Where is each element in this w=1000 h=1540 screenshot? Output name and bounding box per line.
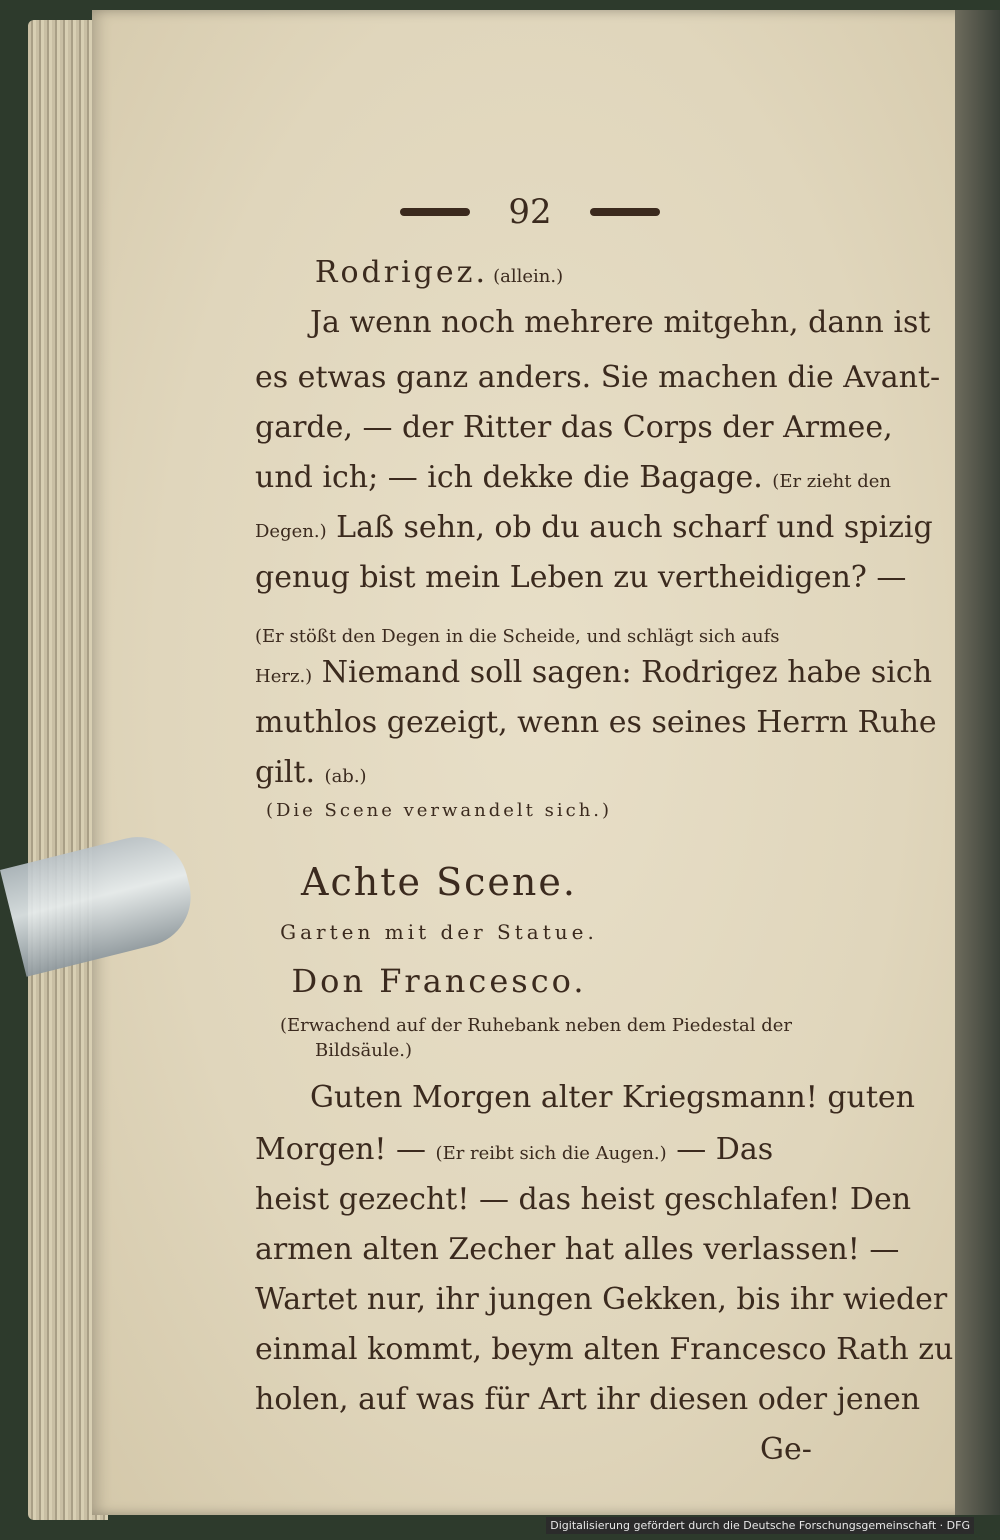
text-line: muthlos gezeigt, wenn es seines Herrn Ruhe xyxy=(255,705,937,740)
text-line: es etwas ganz anders. Sie machen die Avant- xyxy=(255,360,941,395)
text-line: holen, auf was für Art ihr diesen oder jenen xyxy=(255,1382,921,1417)
text-line: Wartet nur, ihr jungen Gekken, bis ihr wieder xyxy=(255,1282,948,1317)
stage-direction: (Erwachend auf der Ruhebank neben dem Piedestal der xyxy=(280,1015,792,1036)
speaker-heading: Don Francesco. xyxy=(291,962,587,1000)
page-header xyxy=(400,192,660,232)
text-line: heist gezecht! — das heist geschlafen! Den xyxy=(255,1182,912,1217)
text-line-content: Morgen! — xyxy=(255,1132,426,1167)
text-line xyxy=(255,510,933,545)
text-line-content: Niemand soll sagen: Rodrigez habe sich xyxy=(321,655,933,690)
text-line-content: Laß sehn, ob du auch scharf und spizig xyxy=(336,510,933,545)
footer-credit: Digitalisierung gefördert durch die Deutsche Forschungsgemeinschaft · DFG xyxy=(546,1517,974,1534)
header-ornament-right xyxy=(590,208,660,216)
text-line: einmal kommt, beym alten Francesco Rath zu xyxy=(255,1332,954,1367)
text-line-content: — Das xyxy=(676,1132,774,1167)
stage-direction: (ab.) xyxy=(324,766,367,787)
text-line-content: und ich; — ich dekke die Bagage. xyxy=(255,460,763,495)
text-line xyxy=(255,655,933,690)
text-line xyxy=(255,1132,820,1167)
text-line: Guten Morgen alter Kriegsmann! guten xyxy=(310,1080,915,1115)
scene-change-stage-direction: (Die Scene verwandelt sich.) xyxy=(265,800,613,821)
header-ornament-left xyxy=(400,208,470,216)
text-line xyxy=(255,615,820,650)
page-number: 92 xyxy=(508,192,552,232)
stage-direction: (Er zieht den xyxy=(772,471,891,492)
text-line xyxy=(255,755,820,790)
speaker-stage-direction: (allein.) xyxy=(493,266,564,287)
stage-direction: (Er stößt den Degen in die Scheide, und schlägt sich aufs xyxy=(255,626,780,647)
text-line: garde, — der Ritter das Corps der Armee, xyxy=(255,410,893,445)
text-line xyxy=(255,460,891,495)
stage-direction: Bildsäule.) xyxy=(315,1040,412,1061)
scene-location: Garten mit der Statue. xyxy=(280,920,598,944)
text-line: Ja wenn noch mehrere mitgehn, dann ist xyxy=(310,305,931,340)
scene-title: Achte Scene. xyxy=(301,860,577,904)
catchword: Ge- xyxy=(760,1432,812,1467)
stage-direction: (Er reibt sich die Augen.) xyxy=(435,1143,667,1164)
speaker-name: Rodrigez. xyxy=(314,255,488,290)
stage-direction: Degen.) xyxy=(255,521,327,542)
stage-direction: Herz.) xyxy=(255,666,313,687)
speaker-heading xyxy=(0,255,878,290)
text-line-content: gilt. xyxy=(255,755,315,790)
text-line: armen alten Zecher hat alles verlassen! — xyxy=(255,1232,900,1267)
text-line: genug bist mein Leben zu vertheidigen? — xyxy=(255,560,907,595)
facing-page-edge xyxy=(955,10,1000,1515)
